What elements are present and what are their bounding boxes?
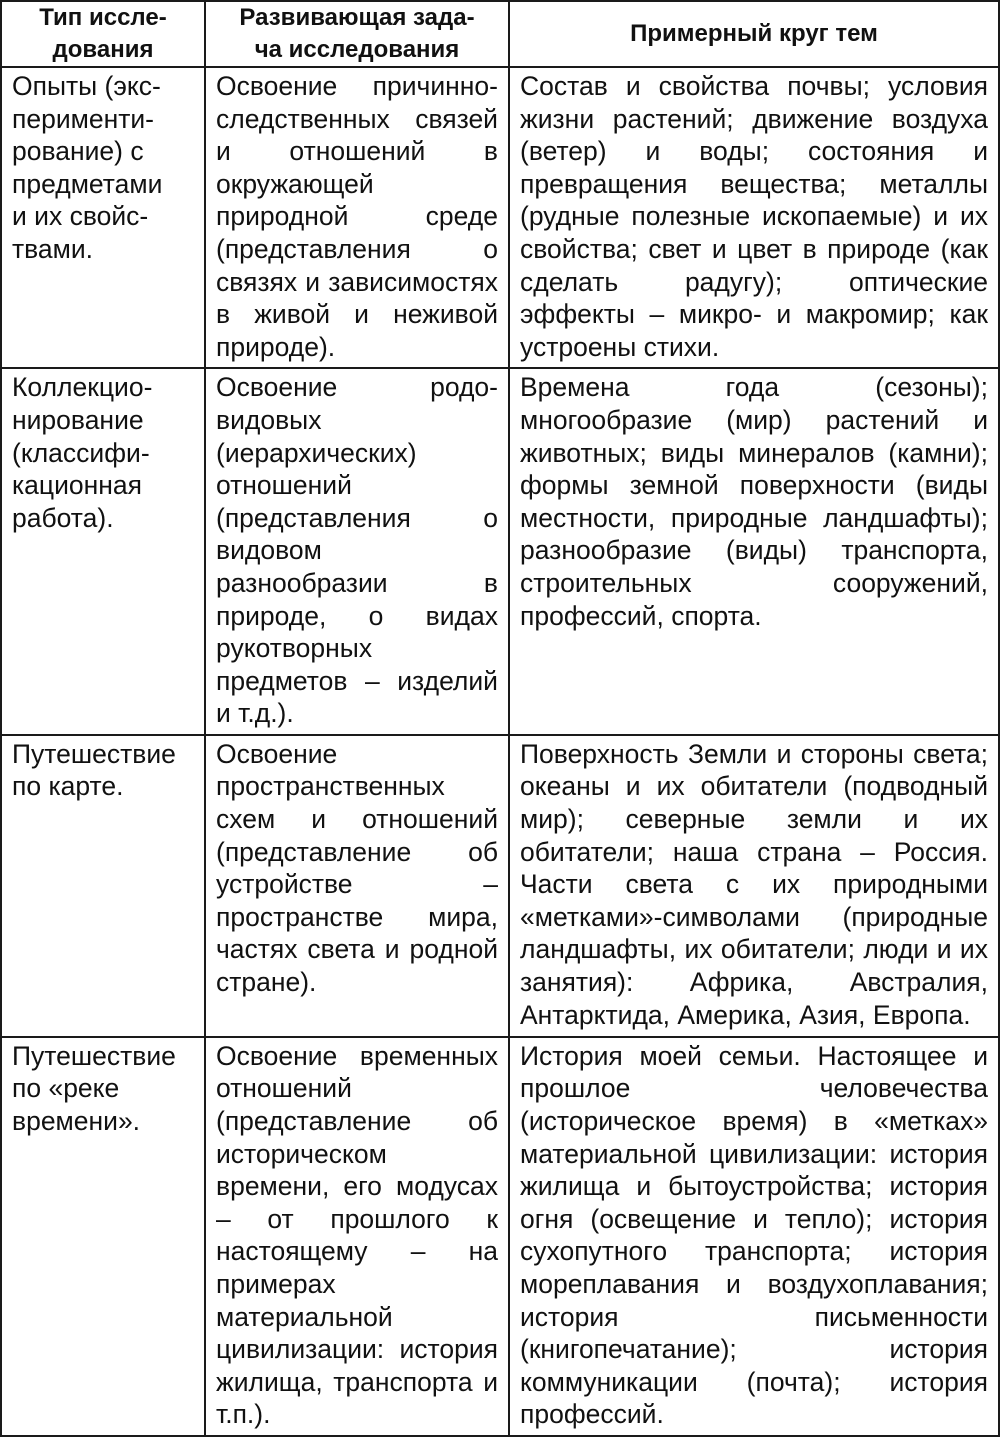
cell-text: Коллекцио- нирование (классифи- кационная работа). — [12, 372, 153, 533]
cell-research-type — [1, 735, 205, 1037]
cell-developmental-task — [205, 1037, 509, 1436]
cell-text: Состав и свойства почвы; условия жизни растений; движение воздуха (ветер) и воды; состояния и превращения вещества; металлы (рудные полезные ископаемые) и их свойства; свет и цвет в природе (как сделать радугу); оптические эффекты – микро- и макромир; как устроены стихи. — [520, 71, 988, 362]
cell-text: Освоение родо-видовых (иерархических) отношений (представления о видовом разнообразии в природе, о видах рукотворных предметов – изделий и т.д.). — [216, 372, 498, 729]
cell-topics — [509, 67, 999, 368]
cell-text: Путешествие по «реке времени». — [12, 1040, 176, 1137]
cell-text: Поверхность Земли и стороны света; океаны и их обитатели (подводный мир); северные земли и их обитатели; наша страна – Россия. Части света с их природными «метками»-символами (природные ландшафты, их обитатели; люди и их занятия): Африка, Австралия, Антарктида, Америка, Азия, Европа. — [520, 738, 988, 1030]
header-topics: Примерный круг тем — [509, 1, 999, 67]
cell-text: Времена года (сезоны); многообразие (мир) растений и животных; виды минералов (камни); формы земной поверхности (виды местности, природные ландшафты); разнообразие (виды) транспорта, строительных сооружений, профессий, спорта. — [520, 372, 988, 631]
header-row — [1, 1, 999, 67]
table-row — [1, 67, 999, 368]
cell-text: Опыты (экс- перименти- рование) с предметами и их свойс- твами. — [12, 71, 163, 264]
table-row — [1, 1037, 999, 1436]
cell-topics — [509, 1037, 999, 1436]
cell-developmental-task — [205, 368, 509, 735]
cell-topics — [509, 735, 999, 1037]
cell-developmental-task — [205, 67, 509, 368]
cell-research-type — [1, 368, 205, 735]
cell-text: История моей семьи. Настоящее и прошлое человечества (историческое время) в «метках» материальной цивилизации: история жилища и бытоустройства; история огня (освещение и тепло); история сухопутного транспорта; история мореплавания и воздухоплавания; история письменности (книгопечатание); история коммуникации (почта); история профессий. — [520, 1040, 988, 1430]
cell-text: Освоение пространственных схем и отношений (представление об устройстве – пространстве мира, частях света и родной стране). — [216, 738, 498, 998]
cell-research-type — [1, 67, 205, 368]
cell-topics — [509, 368, 999, 735]
cell-text: Путешествие по карте. — [12, 738, 176, 802]
cell-text: Освоение временных отношений (представление об историческом времени, его модусах – от прошлого к настоящему – на примерах материальной цивилизации: история жилища, транспорта и т.п.). — [216, 1040, 498, 1430]
header-research-type: Тип иссле- дования — [1, 1, 205, 67]
header-developmental-task: Развивающая зада- ча исследования — [205, 1, 509, 67]
table-row — [1, 735, 999, 1037]
table-row — [1, 368, 999, 735]
cell-text: Освоение причинно-следственных связей и отношений в окружающей природной среде (представления о связях и зависимостях в живой и неживой природе). — [216, 71, 498, 362]
cell-developmental-task — [205, 735, 509, 1037]
cell-research-type — [1, 1037, 205, 1436]
